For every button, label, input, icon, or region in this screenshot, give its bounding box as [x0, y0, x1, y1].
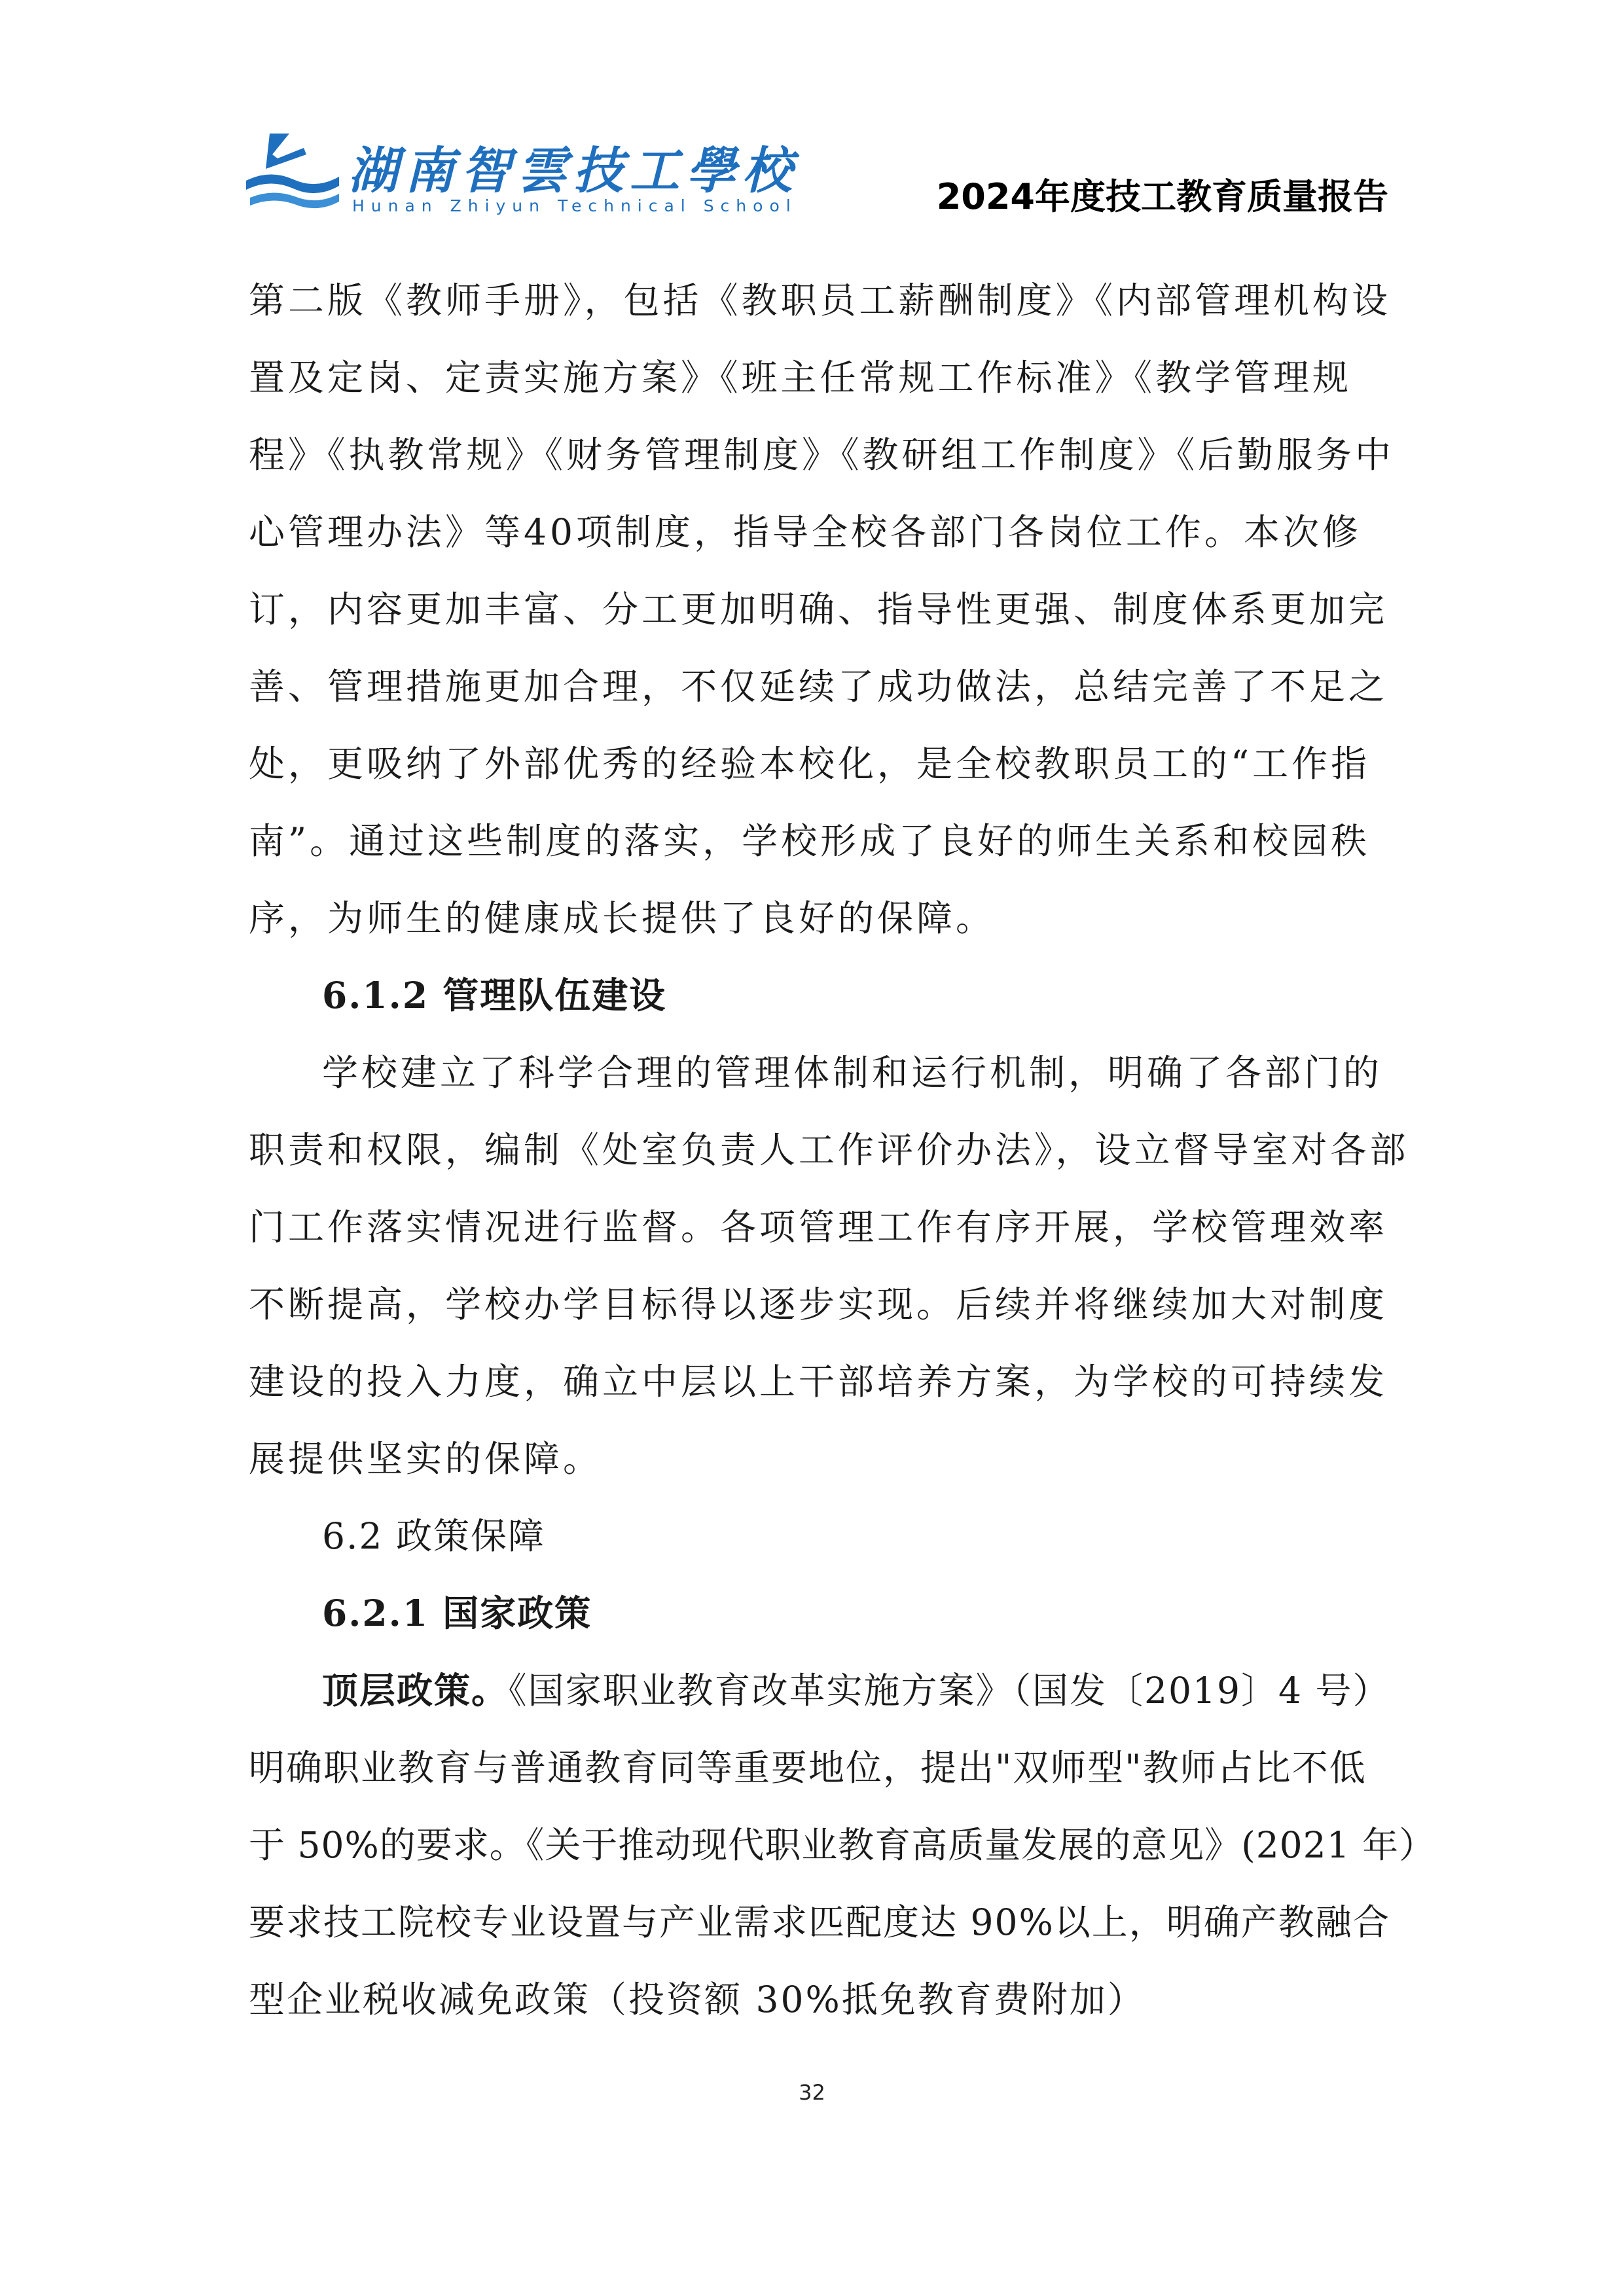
text-line: 南”。通过这些制度的落实，学校形成了良好的师生关系和校园秩 — [249, 820, 1371, 862]
section-heading-6-2: 6.2 政策保障 — [322, 1515, 545, 1557]
lead-term: 顶层政策。 — [322, 1669, 509, 1712]
logo-chinese-name: 湖南智雲技工學校 — [348, 141, 799, 200]
text-line: 心管理办法》等40项制度，指导全校各部门各岗位工作。本次修 — [249, 511, 1362, 553]
section-heading-6-1-2: 6.1.2 管理队伍建设 — [322, 974, 667, 1016]
text-line: 程》《执教常规》《财务管理制度》《教研组工作制度》《后勤服务中 — [249, 434, 1395, 476]
text-line: 置及定岗、定责实施方案》《班主任常规工作标准》《教学管理规 — [249, 357, 1352, 399]
text-line: 序，为师生的健康成长提供了良好的保障。 — [249, 897, 996, 939]
text-line: 第二版《教师手册》，包括《教职员工薪酬制度》《内部管理机构设 — [249, 279, 1392, 321]
logo-english-name: Hunan Zhiyun Technical School — [352, 196, 797, 215]
text-line: 于 50%的要求。《关于推动现代职业教育高质量发展的意见》(2021 年） — [249, 1824, 1436, 1866]
text-line: 不断提高，学校办学目标得以逐步实现。后续并将继续加大对制度 — [249, 1283, 1388, 1325]
text-line: 订，内容更加丰富、分工更加明确、指导性更强、制度体系更加完 — [249, 588, 1388, 630]
text-line — [249, 1652, 1390, 1729]
text-line: 明确职业教育与普通教育同等重要地位，提出"双师型"教师占比不低 — [249, 1747, 1367, 1789]
text-line: 职责和权限，编制《处室负责人工作评价办法》，设立督导室对各部 — [249, 1129, 1409, 1171]
document-body — [249, 262, 1436, 2038]
text-line: 展提供坚实的保障。 — [249, 1438, 603, 1480]
school-logo — [244, 128, 799, 217]
text-line: 处，更吸纳了外部优秀的经验本校化，是全校教职员工的“工作指 — [249, 743, 1371, 785]
text-line: 建设的投入力度，确立中层以上干部培养方案，为学校的可持续发 — [249, 1361, 1388, 1403]
text-line: 学校建立了科学合理的管理体制和运行机制，明确了各部门的 — [322, 1052, 1383, 1094]
wave-logo-icon — [244, 128, 342, 213]
page-number: 32 — [799, 2080, 825, 2105]
page-header — [0, 0, 1624, 236]
text-line: 门工作落实情况进行监督。各项管理工作有序开展，学校管理效率 — [249, 1206, 1388, 1248]
text-line: 善、管理措施更加合理，不仅延续了成功做法，总结完善了不足之 — [249, 666, 1388, 708]
text-line: 型企业税收减免政策（投资额 30%抵免教育费附加） — [249, 1979, 1146, 2020]
text-line: 要求技工院校专业设置与产业需求匹配度达 90%以上，明确产教融合 — [249, 1901, 1390, 1943]
section-heading-6-2-1: 6.2.1 国家政策 — [322, 1592, 592, 1634]
text-line-rest: 《国家职业教育改革实施方案》（国发〔2019〕4 号） — [509, 1670, 1390, 1712]
report-title: 2024年度技工教育质量报告 — [936, 176, 1388, 217]
